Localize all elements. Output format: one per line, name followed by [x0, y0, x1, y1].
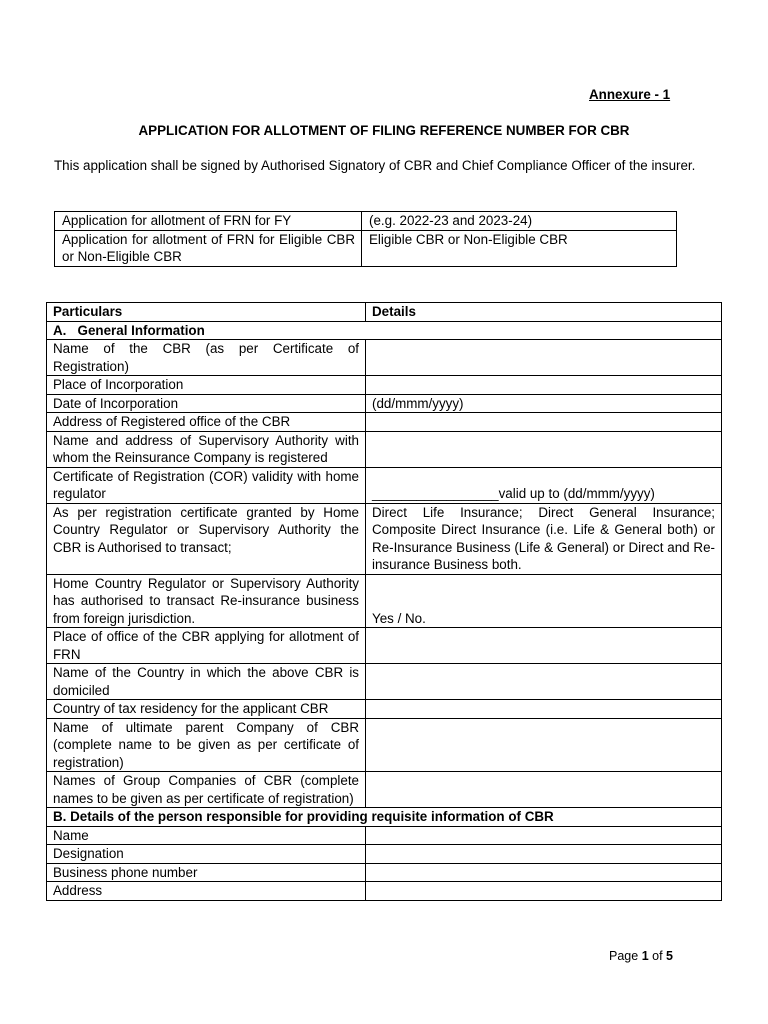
table-cell-label: Place of office of the CBR applying for allotment of FRN [47, 628, 366, 664]
table-cell-label: Address [47, 882, 366, 901]
section-row [47, 321, 722, 340]
table-cell-label: As per registration certificate granted by Home Country Regulator or Supervisory Authority the CBR is Authorised to transact; [47, 503, 366, 574]
table-row [47, 376, 722, 395]
section-b-heading: B. Details of the person responsible for providing requisite information of CBR [47, 808, 722, 827]
table-row [47, 826, 722, 845]
table-row [47, 394, 722, 413]
table-cell-label: Name of the CBR (as per Certificate of Registration) [47, 340, 366, 376]
table-cell-value [366, 863, 722, 882]
annexure-label: Annexure - 1 [589, 87, 671, 102]
page-current: 1 [641, 949, 649, 963]
table-cell-value: (dd/mmm/yyyy) [366, 394, 722, 413]
table-cell-label: Date of Incorporation [47, 394, 366, 413]
table-row [47, 882, 722, 901]
column-header-details: Details [366, 303, 722, 322]
table-row [47, 340, 722, 376]
table-cell-value [366, 628, 722, 664]
table-cell-label: Name [47, 826, 366, 845]
table-row [55, 212, 677, 231]
table-cell-value: Yes / No. [366, 574, 722, 628]
table-cell-label: Certificate of Registration (COR) validity with home regulator [47, 467, 366, 503]
table-cell-value: Eligible CBR or Non-Eligible CBR [362, 230, 677, 266]
table-cell-value: Direct Life Insurance; Direct General Insurance; Composite Direct Insurance (i.e. Life & General both) or Re-Insurance Business (Life & General) or Direct and Re-insurance Business both. [366, 503, 722, 574]
table-header-row [47, 303, 722, 322]
table-row [47, 845, 722, 864]
table-cell-label: Name of the Country in which the above CBR is domiciled [47, 664, 366, 700]
table-row [47, 628, 722, 664]
page-total: 5 [666, 949, 673, 963]
table-cell-label: Application for allotment of FRN for FY [55, 212, 362, 231]
table-cell-label: Place of Incorporation [47, 376, 366, 395]
table-cell-label: Business phone number [47, 863, 366, 882]
section-a-heading: A. General Information [47, 321, 722, 340]
table-cell-label: Address of Registered office of the CBR [47, 413, 366, 432]
table-row [47, 467, 722, 503]
column-header-particulars: Particulars [47, 303, 366, 322]
table-cell-label: Name of ultimate parent Company of CBR (complete name to be given as per certificate of registration) [47, 718, 366, 772]
table-cell-value [366, 718, 722, 772]
table-cell-label: Name and address of Supervisory Authority with whom the Reinsurance Company is registered [47, 431, 366, 467]
section-row [47, 808, 722, 827]
table-cell-value: (e.g. 2022-23 and 2023-24) [362, 212, 677, 231]
table-cell-value: _________________valid up to (dd/mmm/yyyy) [366, 467, 722, 503]
table-cell-value [366, 340, 722, 376]
table-row [47, 863, 722, 882]
table-row [47, 664, 722, 700]
table-cell-value [366, 882, 722, 901]
table-cell-value [366, 431, 722, 467]
page-title: APPLICATION FOR ALLOTMENT OF FILING REFERENCE NUMBER FOR CBR [138, 123, 630, 138]
particulars-table [46, 302, 722, 901]
table-row [47, 772, 722, 808]
page-number [609, 949, 673, 963]
table-cell-label: Home Country Regulator or Supervisory Authority has authorised to transact Re-insurance business from foreign jurisdiction. [47, 574, 366, 628]
table-cell-label: Application for allotment of FRN for Eligible CBR or Non-Eligible CBR [55, 230, 362, 266]
intro-paragraph: This application shall be signed by Authorised Signatory of CBR and Chief Compliance Officer of the insurer. [54, 158, 696, 173]
table-cell-value [366, 845, 722, 864]
table-cell-label: Country of tax residency for the applicant CBR [47, 700, 366, 719]
table-cell-value [366, 413, 722, 432]
table-cell-label: Names of Group Companies of CBR (complete names to be given as per certificate of registration) [47, 772, 366, 808]
fy-eligibility-table [54, 211, 677, 267]
table-cell-value [366, 772, 722, 808]
page-prefix: Page [609, 949, 639, 963]
table-cell-value [366, 826, 722, 845]
table-cell-value [366, 700, 722, 719]
table-cell-value [366, 664, 722, 700]
table-row [47, 718, 722, 772]
table-row [47, 431, 722, 467]
table-cell-value [366, 376, 722, 395]
table-row [47, 413, 722, 432]
table-cell-label: Designation [47, 845, 366, 864]
table-row [47, 503, 722, 574]
table-row [55, 230, 677, 266]
table-row [47, 700, 722, 719]
page-of: of [652, 949, 663, 963]
table-row [47, 574, 722, 628]
